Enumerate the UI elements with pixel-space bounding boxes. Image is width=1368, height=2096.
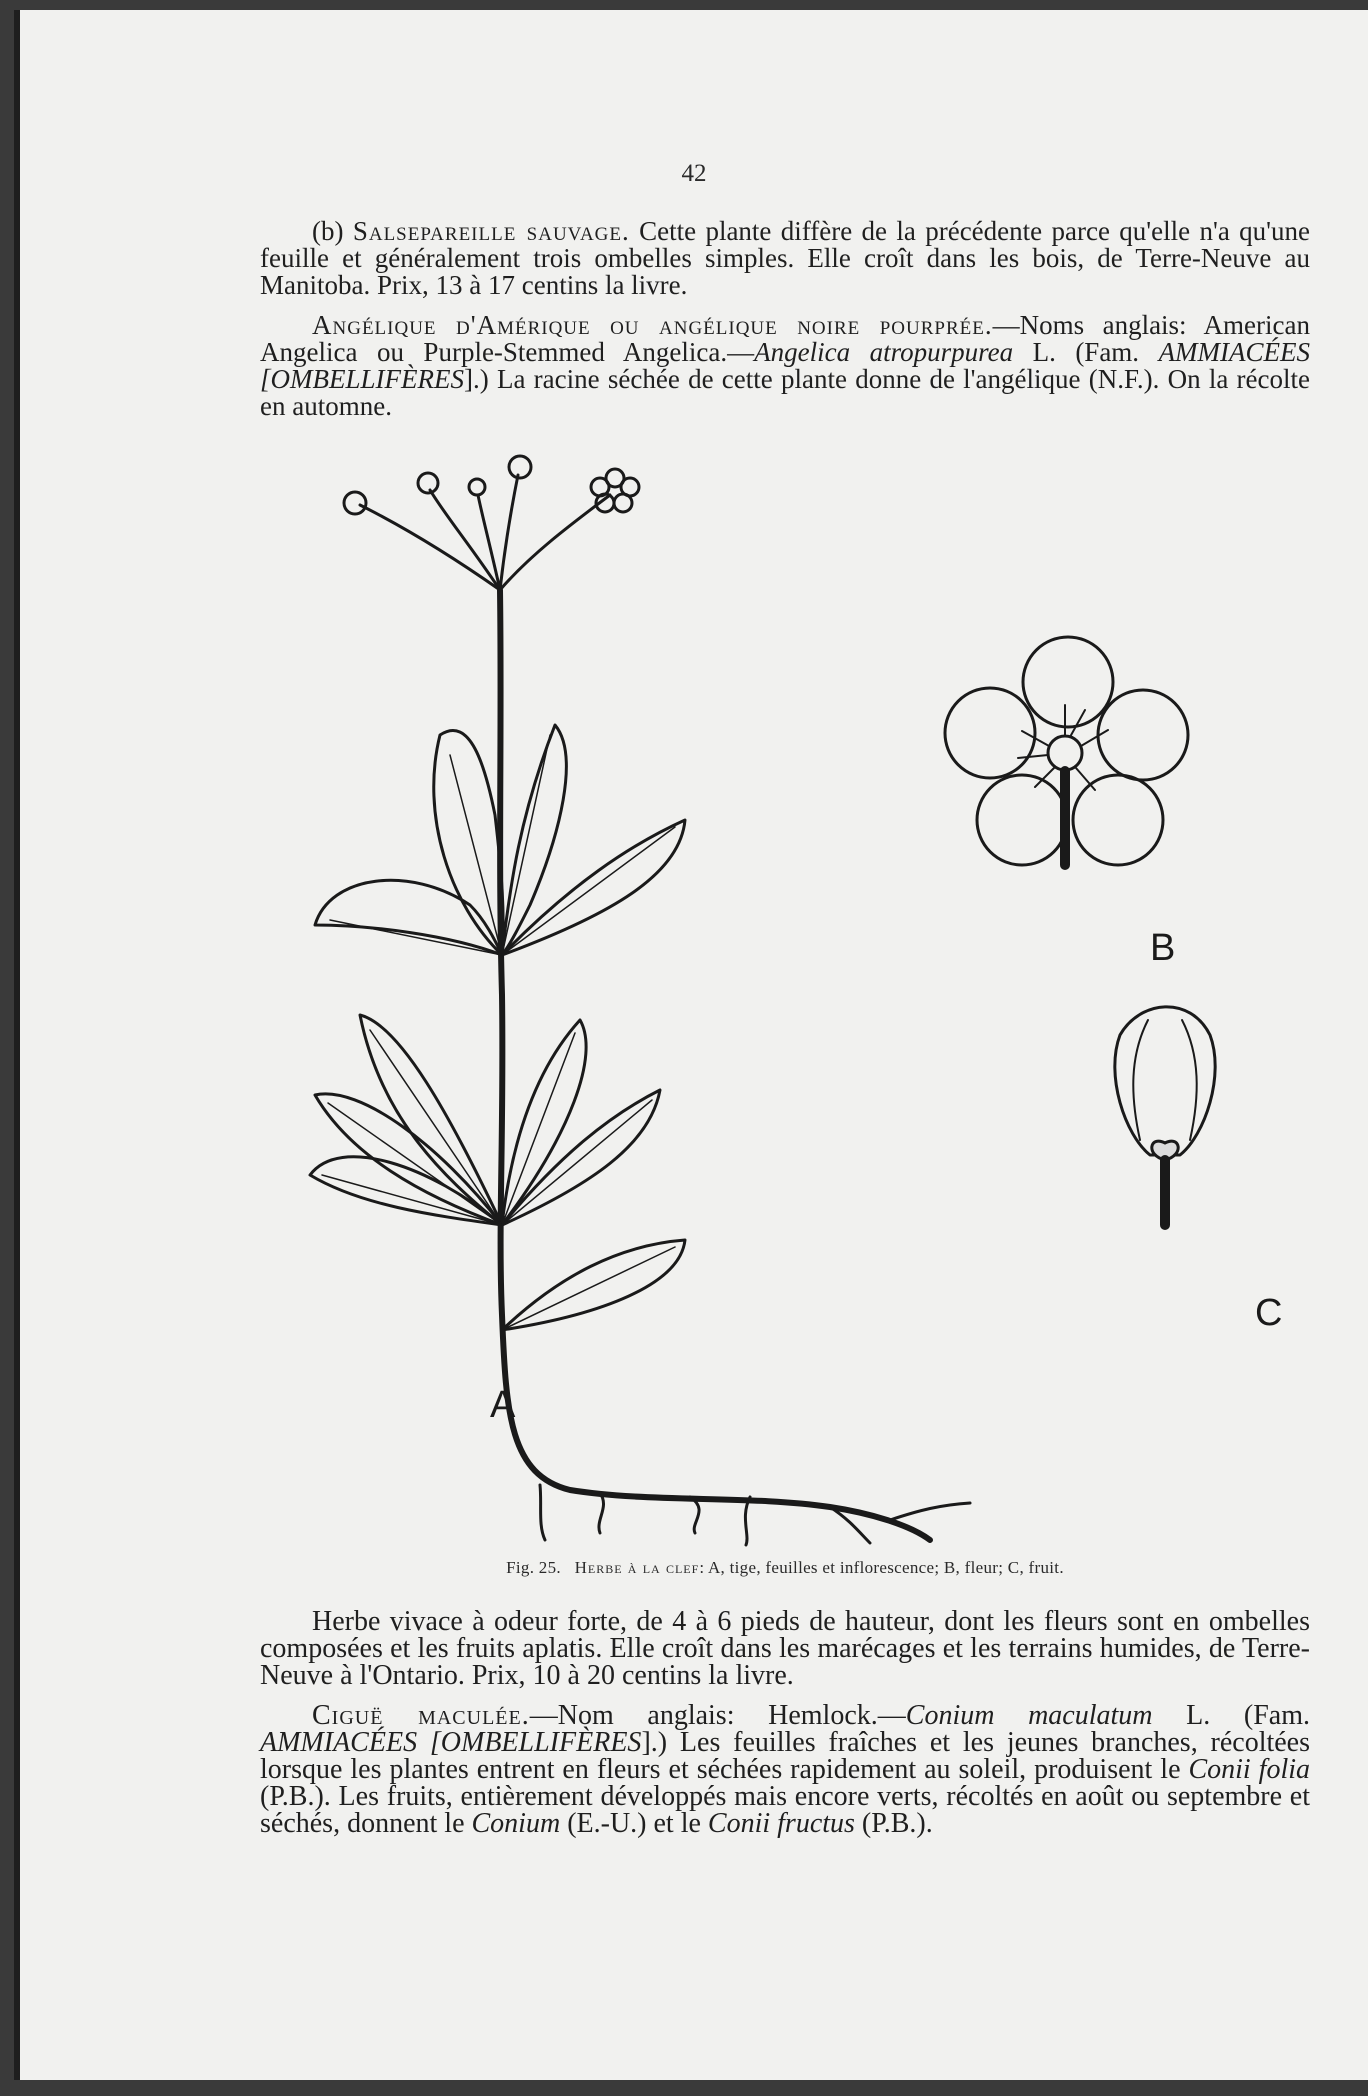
figure-label-a: A — [490, 1384, 516, 1426]
caption-text: : A, tige, feuilles et inflorescence; B, fleur; C, fruit. — [699, 1558, 1064, 1577]
cigue-text-3: ].) Les feuilles fraîches et les jeunes branches, récoltées lorsque les plantes entrent en fleurs et séchées rapidement au soleil, produisent le — [260, 1727, 1311, 1785]
cigue-text-5: (E.-U.) et le — [560, 1808, 708, 1839]
leaf-midrib — [502, 1033, 575, 1225]
caption-fig-number: Fig. 25. — [506, 1558, 561, 1577]
leaf-midrib — [502, 735, 550, 955]
figure-label-c: C — [1255, 1292, 1283, 1334]
root-branch — [890, 1503, 970, 1520]
book-page — [14, 10, 1368, 2080]
stem — [500, 590, 930, 1540]
fruit-detail-c — [1115, 1007, 1215, 1225]
leaf — [502, 1020, 586, 1225]
conii-fructus: Conii fructus — [707, 1808, 855, 1839]
angelique-heading: Angélique d'Amérique ou angélique noire pourprée. — [312, 310, 993, 340]
cigue-text-4: (P.B.). Les fruits, entièrement développés mais encore verts, récoltés en août ou septembre et séchés, donnent le — [260, 1781, 1310, 1839]
leaf-midrib — [502, 827, 675, 955]
leaf-midrib — [502, 1247, 675, 1330]
bottom-text — [260, 1608, 1310, 1850]
flower-bud — [418, 473, 438, 493]
figure-caption — [260, 1558, 1310, 1578]
cigue-text-1: —Nom anglais: Hemlock.— — [529, 1700, 906, 1731]
conii-folia: Conii folia — [1188, 1754, 1311, 1785]
cigue-latin-name: Conium maculatum — [905, 1700, 1153, 1731]
angelique-family: AMMIACÉES [OMBELLIFÈRES — [260, 337, 1311, 394]
cigue-family: AMMIACÉES [OMBELLIFÈRES — [260, 1727, 642, 1758]
flower-bud — [344, 492, 366, 514]
paragraph-cigue — [260, 1702, 1310, 1837]
flower-detail-b — [945, 637, 1188, 865]
umbel-ray — [360, 505, 500, 590]
top-text — [260, 218, 1310, 433]
plant-illustration — [270, 435, 1283, 1555]
umbel-ray — [500, 495, 610, 590]
paragraph-herbe: Herbe vivace à odeur forte, de 4 à 6 pieds de hauteur, dont les fleurs sont en ombelles composées et les fruits aplatis. Elle croît dans les marécages et les terrains humides, de Terre-Neuve à l'Ontario. Prix, 10 à 20 centins la livre. — [260, 1606, 1310, 1691]
flower-bud — [469, 479, 485, 495]
item-label: (b) — [312, 216, 344, 246]
caption-plant-name: Herbe à la clef — [574, 1558, 700, 1577]
conium: Conium — [471, 1808, 561, 1839]
root-branch — [599, 1493, 604, 1533]
salsepareille-text: Cette plante diffère de la précédente parce qu'elle n'a qu'une feuille et généralement trois ombelles simples. Elle croît dans les bois, de Terre-Neuve au Manitoba. Prix, 13 à 17 centins la livre. — [260, 216, 1311, 300]
leaf-midrib — [328, 1103, 502, 1225]
root-branch — [540, 1485, 545, 1540]
leaf — [502, 725, 566, 955]
leaf — [315, 880, 502, 955]
root-branch — [690, 1497, 699, 1533]
angelique-text-3: ].) La racine séchée de cette plante donne de l'angélique (N.F.). On la récolte en automne. — [260, 364, 1310, 421]
figure-25 — [270, 435, 1283, 1555]
cigue-heading: Ciguë maculée. — [312, 1700, 530, 1731]
angelique-text-1: —Noms anglais: American Angelica ou Purple-Stemmed Angelica.— — [260, 310, 1310, 367]
angelique-latin-name: Angelica atropurpurea — [754, 337, 1014, 367]
angelique-text-2: L. (Fam. — [1013, 337, 1159, 367]
figure-label-b: B — [1150, 927, 1176, 969]
cigue-text-6: (P.B.). — [854, 1808, 933, 1839]
page-number: 42 — [681, 160, 707, 187]
root-branch — [745, 1497, 750, 1545]
salsepareille-heading: Salsepareille sauvage. — [352, 216, 630, 246]
paragraph-angelique — [260, 312, 1310, 420]
cigue-text-2: L. (Fam. — [1152, 1700, 1310, 1731]
flower-bud — [509, 456, 531, 478]
paragraph-salsepareille — [260, 218, 1310, 299]
